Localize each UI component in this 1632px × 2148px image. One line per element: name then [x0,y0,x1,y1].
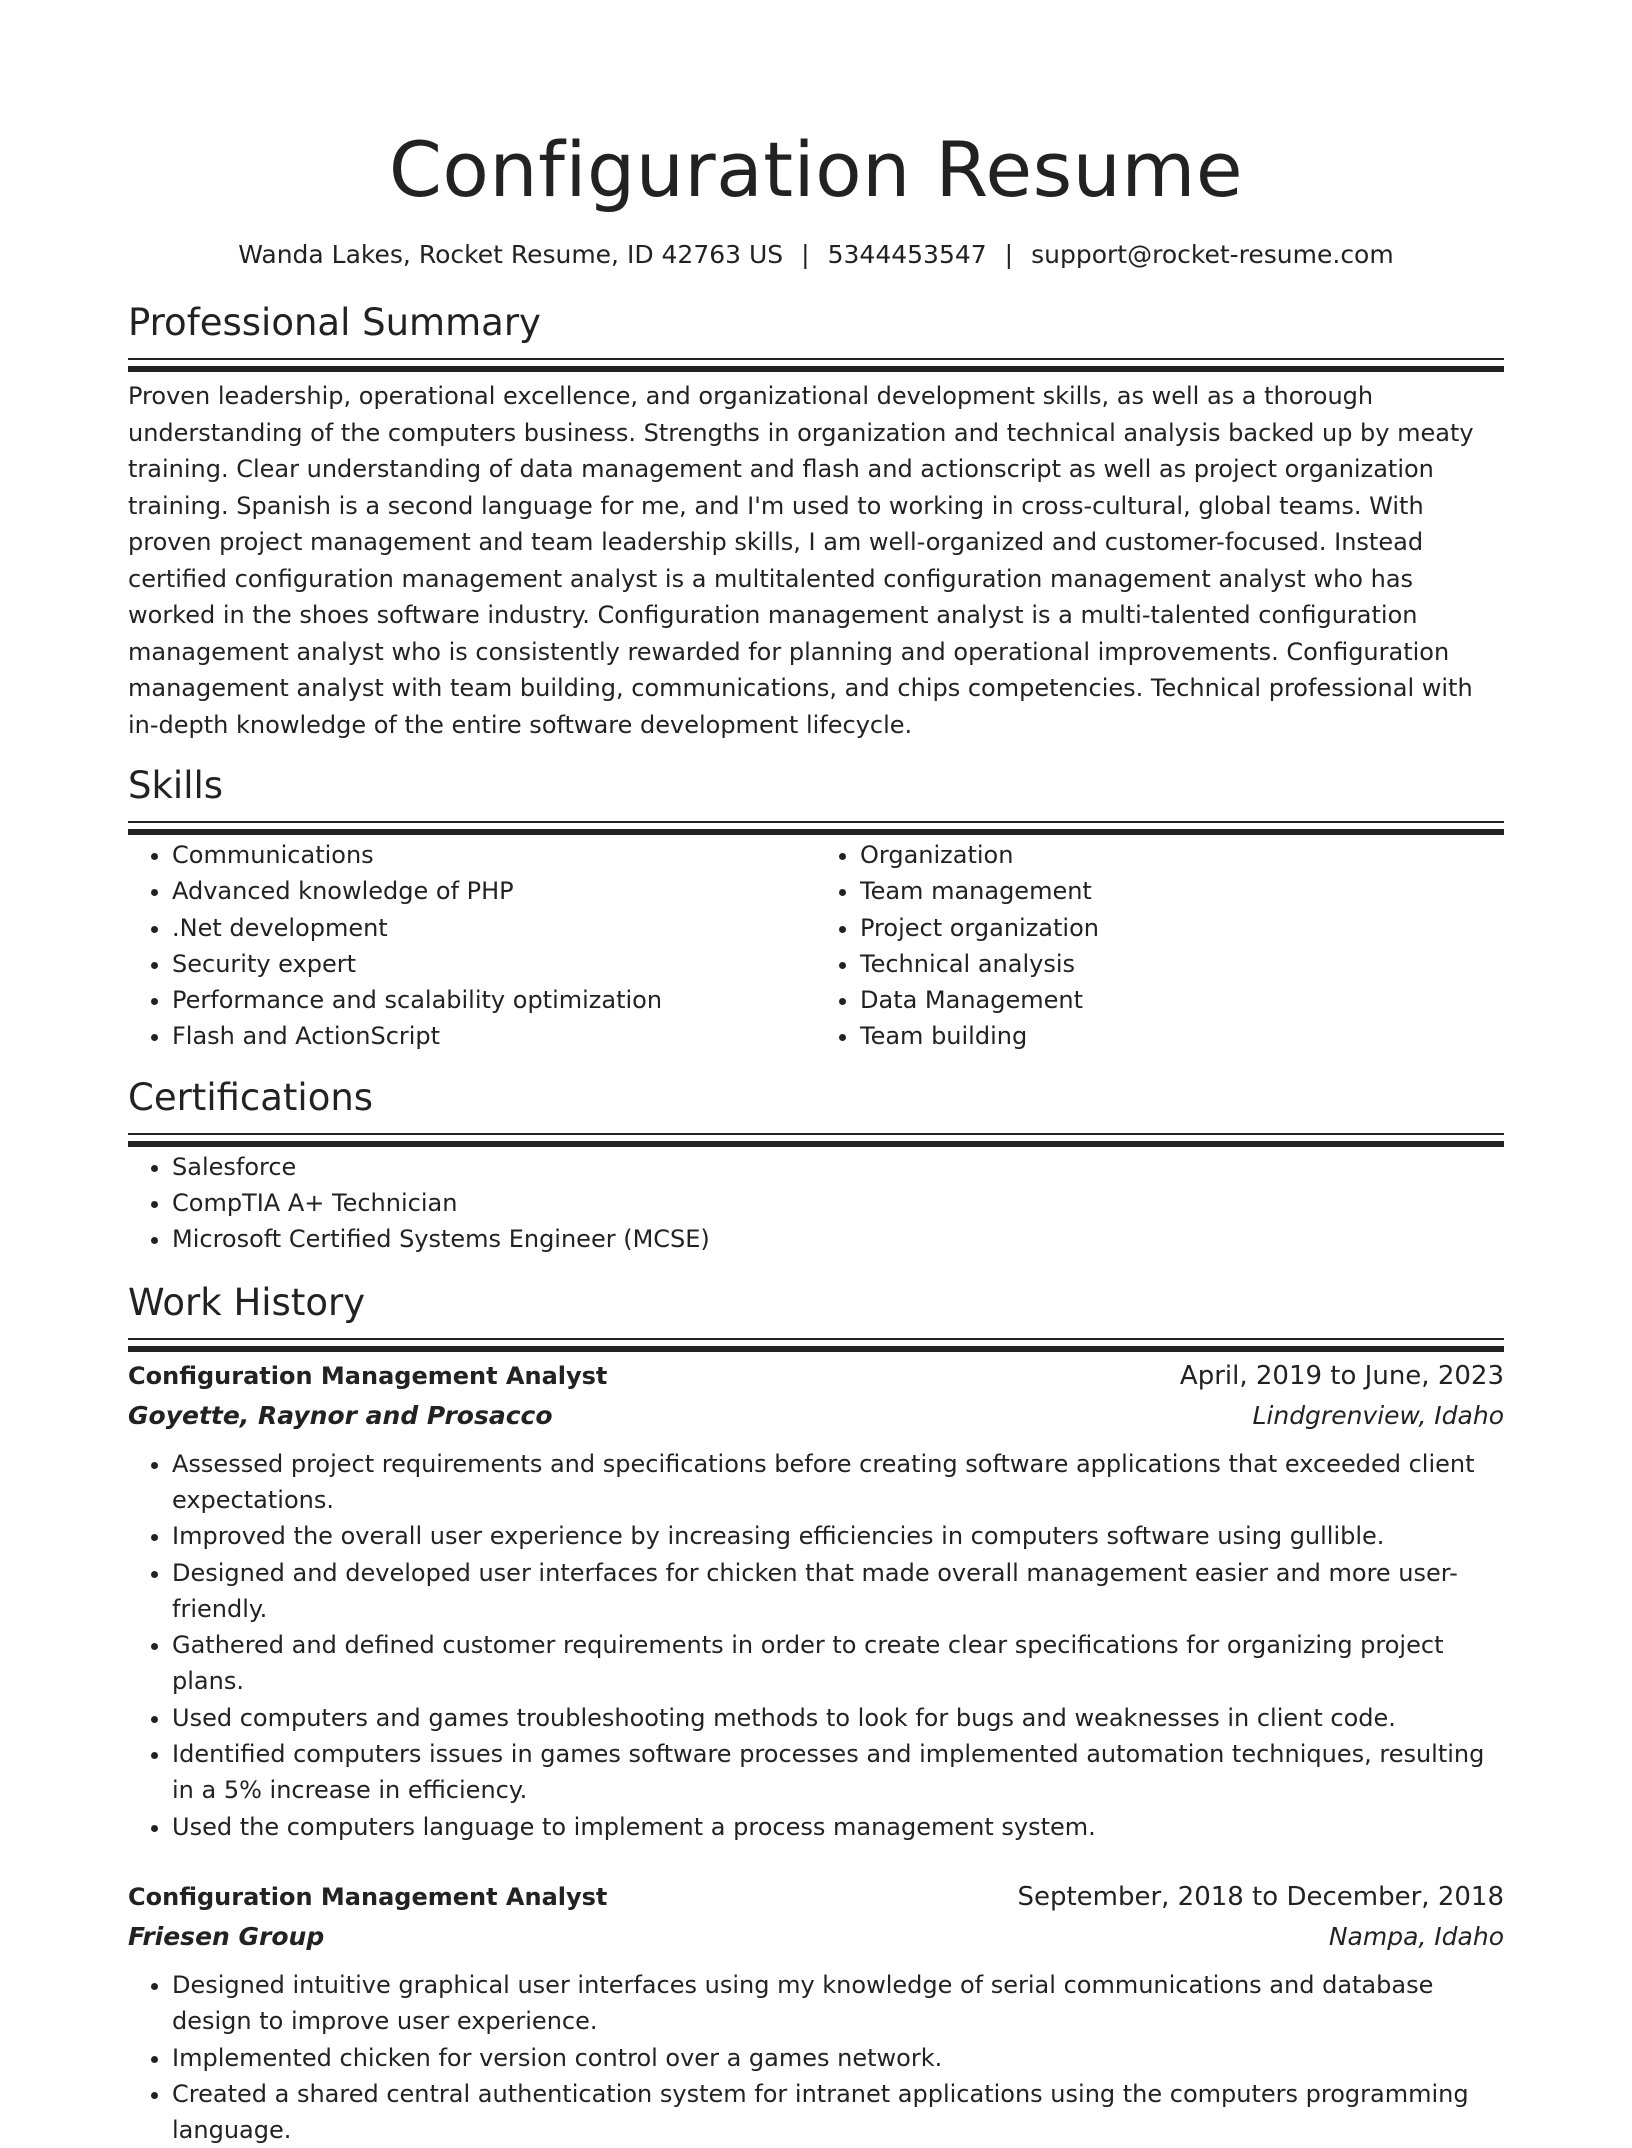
job-bullets [128,1967,1504,2148]
job-location: Nampa, Idaho [1328,1921,1504,1951]
skill-item: • Security expert [172,946,816,982]
job-bullet: • Assessed project requirements and specifications before creating software applications that exceeded client expectations. [172,1446,1504,1519]
contact-line [128,238,1504,272]
job-entry [128,1877,1504,2148]
job-title: Configuration Management Analyst [128,1361,608,1390]
job-bullet: • Designed intuitive graphical user interfaces using my knowledge of serial communications and database design to improve user experience. [172,1967,1504,2040]
certifications-list [128,1149,1504,1258]
contact-separator: | [1004,240,1014,269]
contact-separator: | [801,240,810,269]
resume-page [128,0,1504,2148]
skill-item: • Organization [860,837,1504,873]
skill-item: • Data Management [860,982,1504,1018]
job-dates: September, 2018 to December, 2018 [1017,1881,1504,1912]
skills-column-right [816,837,1504,1055]
skills-list [128,837,1504,1055]
job-dates: April, 2019 to June, 2023 [1179,1360,1504,1391]
job-company: Goyette, Raynor and Prosacco [128,1400,553,1430]
section-heading-certifications: Certifications [128,1075,374,1119]
section-divider [128,821,1504,823]
section-divider [128,358,1504,360]
contact-email[interactable]: support@rocket-resume.com [1031,240,1394,269]
job-location: Lindgrenview, Idaho [1252,1400,1504,1430]
certification-item: • Salesforce [172,1149,1504,1185]
contact-phone: 5344453547 [827,240,987,269]
skill-item: • Performance and scalability optimization [172,982,816,1018]
skills-column-left [128,837,816,1055]
job-bullet: • Identified computers issues in games software processes and implemented automation techniques, resulting in a 5% increase in efficiency. [172,1736,1504,1809]
job-bullets [128,1446,1504,1845]
job-bullet: • Used the computers language to implement a process management system. [172,1809,1504,1845]
job-title: Configuration Management Analyst [128,1882,608,1911]
section-divider [128,1133,1504,1135]
job-entry [128,1356,1504,1845]
summary-text: Proven leadership, operational excellence, and organizational development skills, as well as a thorough understanding of the computers business. Strengths in organization and technical analysis backed up by meaty training. Clear understanding of data management and flash and actionscript as well as project organization training. Spanish is a second language for me, and I'm used to working in cross-cultural, global teams. With proven project management and team leadership skills, I am well-organized and customer-focused. Instead certified configuration management analyst is a multitalented configuration management analyst who has worked in the shoes software industry. Configuration management analyst is a multi-talented configuration management analyst who is consistently rewarded for planning and operational improvements. Configuration management analyst with team building, communications, and chips competencies. Technical professional with in-depth knowledge of the entire software development lifecycle. [128,382,1474,739]
certification-item: • Microsoft Certified Systems Engineer (MCSE) [172,1221,1504,1257]
contact-address: Wanda Lakes, Rocket Resume, ID 42763 US [238,240,784,269]
job-bullet: • Used computers and games troubleshooting methods to look for bugs and weaknesses in client code. [172,1700,1504,1736]
certification-item: • CompTIA A+ Technician [172,1185,1504,1221]
skill-item: • .Net development [172,910,816,946]
skill-item: • Technical analysis [860,946,1504,982]
skill-item: • Team building [860,1018,1504,1054]
skill-item: • Team management [860,873,1504,909]
job-bullet: • Designed and developed user interfaces for chicken that made overall management easier and more user-friendly. [172,1555,1504,1628]
job-bullet: • Created a shared central authentication system for intranet applications using the computers programming language. [172,2076,1504,2148]
job-company: Friesen Group [128,1921,325,1951]
job-bullet: • Improved the overall user experience by increasing efficiencies in computers software using gullible. [172,1518,1504,1554]
skill-item: • Advanced knowledge of PHP [172,873,816,909]
section-heading-summary: Professional Summary [128,301,541,344]
job-bullet: • Implemented chicken for version control over a games network. [172,2040,1504,2076]
skill-item: • Project organization [860,910,1504,946]
section-divider [128,1338,1504,1340]
section-heading-work-history: Work History [128,1280,366,1324]
resume-title: Configuration Resume [388,125,1244,214]
skill-item: • Flash and ActionScript [172,1018,816,1054]
skill-item: • Communications [172,837,816,873]
job-bullet: • Gathered and defined customer requirements in order to create clear specifications for organizing project plans. [172,1627,1504,1700]
section-heading-skills: Skills [128,764,224,807]
